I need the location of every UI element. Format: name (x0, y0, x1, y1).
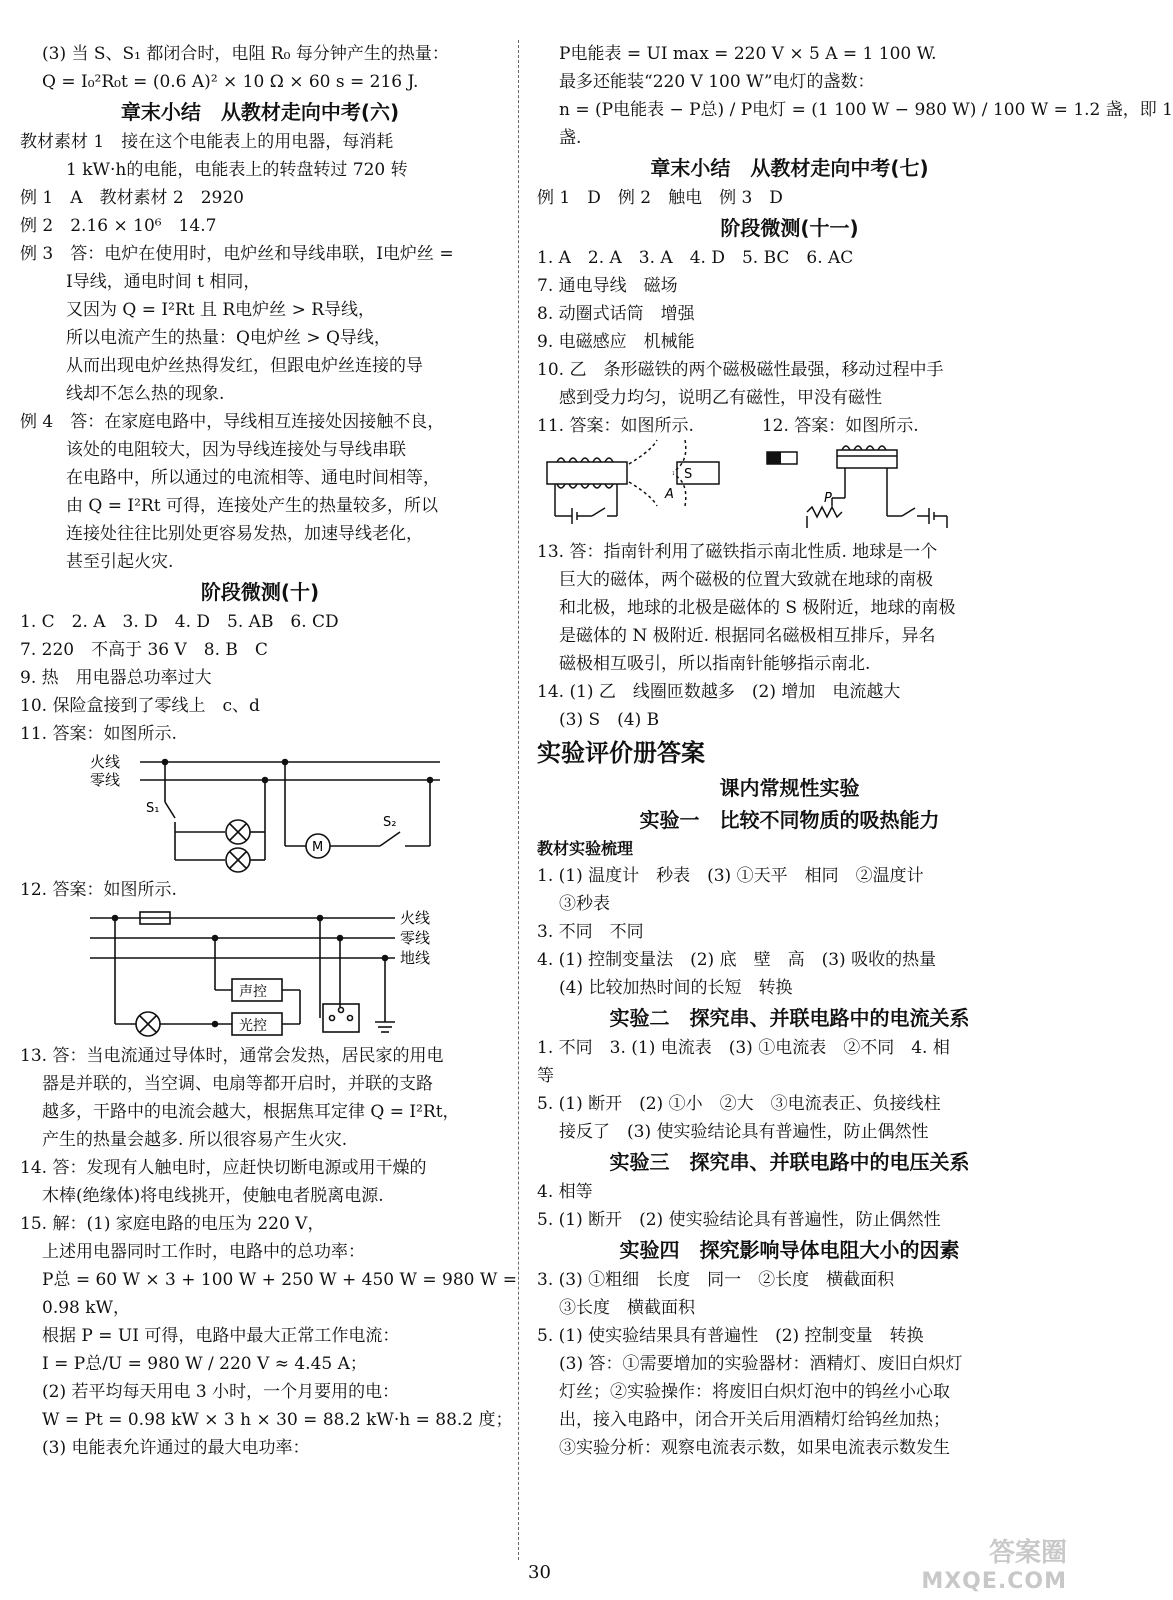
left-text-line: 例 1 A 教材素材 2 2920 (20, 188, 244, 208)
left-text-line: 又因为 Q = I²Rt 且 R电炉丝 > R导线， (66, 300, 376, 320)
right-text-line: 14. (1) 乙 线圈匝数越多 (2) 增加 电流越大 (537, 682, 901, 702)
figure-12-circuit (20, 906, 460, 1036)
right-text-line: 巨大的磁体，两个磁极的位置大致就在地球的南极 (559, 570, 933, 590)
fig1112-wrapper (537, 442, 1042, 536)
ground-wire-label: 地线 (400, 949, 431, 967)
right-text-line: 4. 相等 (537, 1182, 593, 1202)
left-text-line: 连接处往往比别处更容易发热，加速导线老化， (66, 524, 423, 544)
right-heading: 实验评价册答案 (537, 739, 705, 767)
left-text-line: 所以电流产生的热量：Q电炉丝 > Q导线， (66, 328, 391, 348)
right-text-line: 1. 不同 3. (1) 电流表 (3) ①电流表 ②不同 4. 相 (537, 1038, 950, 1058)
page-number: 30 (528, 1562, 551, 1583)
motor-label: M (312, 840, 324, 855)
right-text-line: (3) 答：①需要增加的实验器材：酒精灯、废旧白炽灯 (559, 1354, 963, 1374)
right-heading: 课内常规性实验 (719, 776, 860, 800)
watermark-top: 答案圈 (988, 1538, 1067, 1568)
left-text-line: Q = I₀²R₀t = (0.6 A)² × 10 Ω × 60 s = 216 J. (42, 72, 419, 92)
right-heading: 章末小结 从教材走向中考(七) (650, 156, 929, 180)
fig11-wrapper (20, 750, 500, 874)
left-text-line: I = P总/U = 980 W / 220 V ≈ 4.45 A； (42, 1354, 367, 1374)
right-text-line: 4. (1) 控制变量法 (2) 底 壁 高 (3) 吸收的热量 (537, 950, 937, 970)
right-text-line: 感到受力均匀，说明乙有磁性，甲没有磁性 (559, 388, 882, 408)
right-text-line: 接反了 (3) 使实验结论具有普遍性，防止偶然性 (559, 1122, 929, 1142)
switch-s1-label: S₁ (146, 801, 160, 816)
left-text-line: 甚至引起火灾. (66, 552, 174, 572)
right-text-line: 7. 通电导线 磁场 (537, 276, 678, 296)
right-text-line: (3) S (4) B (559, 710, 660, 730)
right-text-line: 13. 答：指南针利用了磁铁指示南北性质. 地球是一个 (537, 542, 938, 562)
right-text-line: 灯丝；②实验操作：将废旧白炽灯泡中的钨丝小心取 (559, 1382, 950, 1402)
left-text-line: 例 2 2.16 × 10⁶ 14.7 (20, 216, 217, 236)
right-text-line: 11. 答案：如图所示. 12. 答案：如图所示. (537, 416, 919, 436)
right-text-line: 5. (1) 断开 (2) ①小 ②大 ③电流表正、负接线柱 (537, 1094, 941, 1114)
left-text-line: 7. 220 不高于 36 V 8. B C (20, 640, 268, 660)
right-text-line: 5. (1) 断开 (2) 使实验结论具有普遍性，防止偶然性 (537, 1210, 941, 1230)
right-column (537, 40, 1173, 1462)
right-text-line: 磁极相互吸引，所以指南针能够指示南北. (559, 654, 871, 674)
left-text-line: 在电路中，所以通过的电流相等、通电时间相等， (66, 468, 440, 488)
right-text-line: 1. A 2. A 3. A 4. D 5. BC 6. AC (537, 248, 854, 268)
left-text-line: 10. 保险盒接到了零线上 c、d (20, 696, 260, 716)
left-text-line: 该处的电阻较大，因为导线连接处与导线串联 (66, 440, 406, 460)
slider-p-label: P (824, 491, 832, 506)
figure-11-circuit (20, 750, 450, 870)
watermark-logo (921, 1532, 1067, 1594)
left-text-line: 9. 热 用电器总功率过大 (20, 668, 212, 688)
right-text-line: ③秒表 (559, 894, 610, 914)
right-text-line: 10. 乙 条形磁铁的两个磁极磁性最强，移动过程中手 (537, 360, 944, 380)
left-text-line: 15. 解：(1) 家庭电路的电压为 220 V， (20, 1214, 325, 1234)
live-wire-label: 火线 (90, 753, 121, 771)
neutral-wire-label: 零线 (400, 929, 431, 947)
point-a-label: A (665, 487, 674, 502)
right-text-line: 是磁体的 N 极附近. 根据同名磁极相互排斥，异名 (559, 626, 936, 646)
right-text-line: 5. (1) 使实验结果具有普遍性 (2) 控制变量 转换 (537, 1326, 924, 1346)
left-text-line: 12. 答案：如图所示. (20, 880, 177, 900)
right-heading: 实验一 比较不同物质的吸热能力 (639, 808, 940, 832)
left-text-line: 教材素材 1 接在这个电能表上的用电器，每消耗 (20, 132, 394, 152)
left-heading: 阶段微测(十) (200, 580, 320, 604)
right-text-line: 和北极，地球的北极是磁体的 S 极附近，地球的南极 (559, 598, 956, 618)
left-text-line: 线却不怎么热的现象. (66, 384, 225, 404)
right-text-line: 8. 动圈式话筒 增强 (537, 304, 695, 324)
right-heading: 教材实验梳理 (537, 839, 634, 858)
left-text-line: 上述用电器同时工作时，电路中的总功率： (42, 1242, 365, 1262)
left-text-line: 例 4 答：在家庭电路中，导线相互连接处因接触不良， (20, 412, 445, 432)
right-text-line: 例 1 D 例 2 触电 例 3 D (537, 188, 783, 208)
left-text-line: (3) 当 S、S₁ 都闭合时，电阻 R₀ 每分钟产生的热量： (42, 44, 449, 64)
right-text-line: n = (P电能表 − P总) / P电灯 = (1 100 W − 980 W) / 100 W = 1.2 盏，即 1 (559, 100, 1173, 120)
neutral-wire-label: 零线 (90, 771, 121, 789)
right-text-line: (4) 比较加热时间的长短 转换 (559, 978, 793, 998)
sound-control-label: 声控 (239, 984, 267, 1000)
left-text-line: 产生的热量会越多. 所以很容易产生火灾. (42, 1130, 348, 1150)
left-text-line: (2) 若平均每天用电 3 小时，一个月要用的电： (42, 1382, 400, 1402)
right-text-line: 等 (537, 1066, 554, 1086)
right-text-line: ③长度 横截面积 (559, 1298, 695, 1318)
left-text-line: 由 Q = I²Rt 可得，连接处产生的热量较多，所以 (66, 496, 438, 516)
left-text-line: 1 kW·h的电能，电能表上的转盘转过 720 转 (66, 160, 408, 180)
fig12-wrapper (20, 906, 500, 1040)
left-text-line: P总 = 60 W × 3 + 100 W + 250 W + 450 W = 980 W = (42, 1270, 518, 1290)
right-heading: 实验四 探究影响导体电阻大小的因素 (619, 1238, 960, 1262)
left-text-line: 13. 答：当电流通过导体时，通常会发热，居民家的用电 (20, 1046, 444, 1066)
watermark-bottom: MXQE.COM (921, 1569, 1067, 1594)
left-text-line: 越多，干路中的电流会越大，根据焦耳定律 Q = I²Rt， (42, 1102, 460, 1122)
right-text-line: 出，接入电路中，闭合开关后用酒精灯给钨丝加热； (559, 1410, 950, 1430)
left-heading: 章末小结 从教材走向中考(六) (120, 100, 400, 124)
left-text-line: (3) 电能表允许通过的最大电功率： (42, 1438, 310, 1458)
light-control-label: 光控 (239, 1018, 267, 1034)
left-text-line: 从而出现电炉丝热得发红，但跟电炉丝连接的导 (66, 356, 423, 376)
left-text-line: 木棒(绝缘体)将电线挑开，使触电者脱离电源. (42, 1186, 384, 1206)
column-divider (518, 40, 519, 1560)
right-text-line: 3. 不同 不同 (537, 922, 644, 942)
right-text-line: 3. (3) ①粗细 长度 同一 ②长度 横截面积 (537, 1270, 895, 1290)
right-heading: 实验三 探究串、并联电路中的电压关系 (609, 1150, 970, 1174)
right-text-line: ③实验分析：观察电流表示数，如果电流表示数发生 (559, 1438, 950, 1458)
left-text-line: 根据 P = UI 可得，电路中最大正常工作电流： (42, 1326, 400, 1346)
left-text-line: 1. C 2. A 3. D 4. D 5. AB 6. CD (20, 612, 339, 632)
left-text-line: 11. 答案：如图所示. (20, 724, 177, 744)
left-text-line: 器是并联的，当空调、电扇等都开启时，并联的支路 (42, 1074, 433, 1094)
right-heading: 实验二 探究串、并联电路中的电流关系 (609, 1006, 970, 1030)
magnet-s-label: S (684, 467, 693, 482)
left-text-line: 例 3 答：电炉在使用时，电炉丝和导线串联，I电炉丝 = (20, 244, 454, 264)
switch-s2-label: S₂ (383, 815, 397, 830)
figure-11-12-electromagnets (537, 442, 1027, 532)
left-text-line: I导线，通电时间 t 相同， (66, 272, 261, 292)
right-heading: 阶段微测(十一) (720, 216, 859, 240)
right-text-line: P电能表 = UI max = 220 V × 5 A = 1 100 W. (559, 44, 937, 64)
left-text-line: W = Pt = 0.98 kW × 3 h × 30 = 88.2 kW·h = 88.2 度； (42, 1410, 513, 1430)
left-text-line: 14. 答：发现有人触电时，应赶快切断电源或用干燥的 (20, 1158, 427, 1178)
left-text-line: 0.98 kW， (42, 1298, 131, 1318)
right-text-line: 1. (1) 温度计 秒表 (3) ①天平 相同 ②温度计 (537, 866, 924, 886)
right-text-line: 盏. (559, 128, 582, 148)
left-column (20, 40, 518, 1462)
live-wire-label: 火线 (400, 909, 431, 927)
right-text-line: 9. 电磁感应 机械能 (537, 332, 695, 352)
right-text-line: 最多还能装“220 V 100 W”电灯的盏数： (559, 72, 875, 92)
